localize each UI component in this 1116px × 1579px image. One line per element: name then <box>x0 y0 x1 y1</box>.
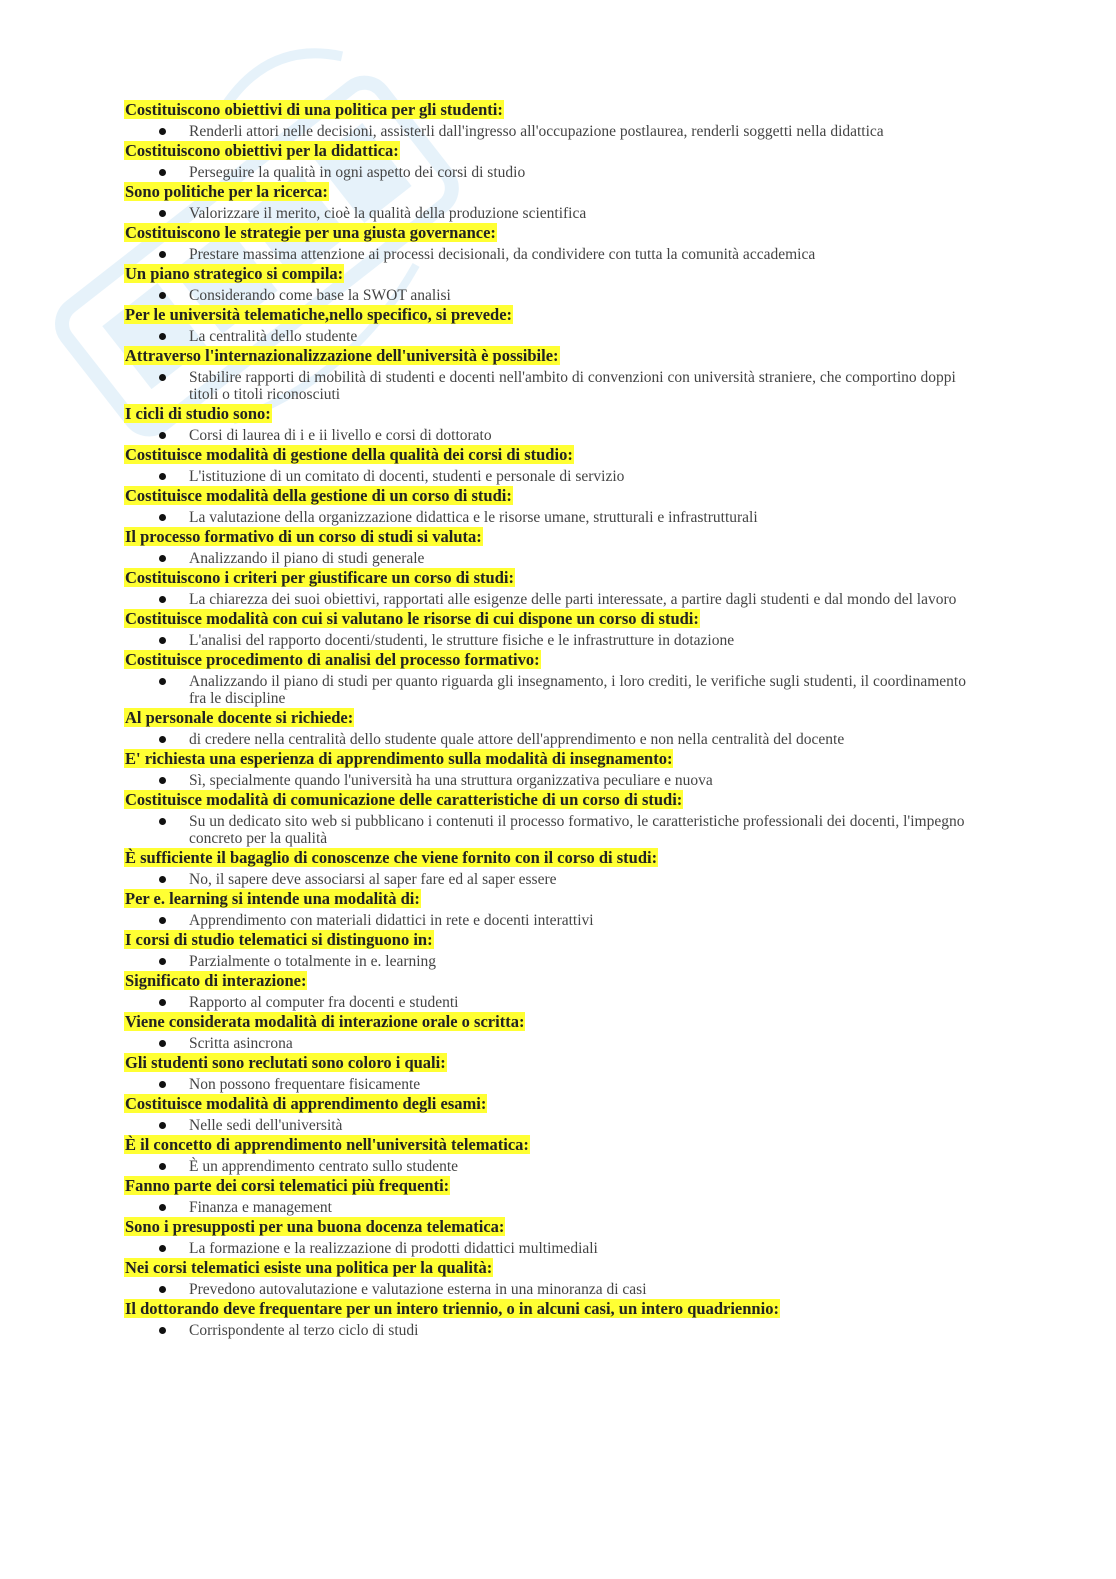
bullet-icon <box>159 958 166 965</box>
answer-item <box>124 246 984 263</box>
answer-text: È un apprendimento centrato sullo studente <box>189 1158 459 1175</box>
bullet-icon <box>159 210 166 217</box>
answer-list <box>124 550 984 567</box>
answer-text: L'istituzione di un comitato di docenti, studenti e personale di servizio <box>189 468 625 485</box>
answer-list <box>124 427 984 444</box>
qa-item <box>124 930 984 970</box>
bullet-icon <box>159 1286 166 1293</box>
bullet-icon <box>159 1245 166 1252</box>
qa-item <box>124 346 984 403</box>
answer-list <box>124 1240 984 1257</box>
bullet-icon <box>159 1081 166 1088</box>
bullet-icon <box>159 514 166 521</box>
qa-item <box>124 609 984 649</box>
question-heading: Costituisce modalità della gestione di un corso di studi: <box>125 486 512 505</box>
answer-item <box>124 1158 984 1175</box>
qa-item <box>124 749 984 789</box>
answer-item <box>124 427 984 444</box>
bullet-icon <box>159 637 166 644</box>
qa-item <box>124 1299 984 1339</box>
question-heading: Costituiscono obiettivi di una politica per gli studenti: <box>125 100 503 119</box>
answer-list <box>124 912 984 929</box>
question-heading: Il dottorando deve frequentare per un intero triennio, o in alcuni casi, un intero quadriennio: <box>125 1299 779 1318</box>
qa-item <box>124 1176 984 1216</box>
answer-list <box>124 1199 984 1216</box>
qa-item <box>124 100 984 140</box>
qa-item <box>124 1217 984 1257</box>
answer-item <box>124 1322 984 1339</box>
qa-item <box>124 790 984 847</box>
answer-text: Rapporto al computer fra docenti e studenti <box>189 994 459 1011</box>
bullet-icon <box>159 818 166 825</box>
answer-text: Perseguire la qualità in ogni aspetto dei corsi di studio <box>189 164 526 181</box>
question-heading: Sono i presupposti per una buona docenza telematica: <box>125 1217 505 1236</box>
question-heading: Attraverso l'internazionalizzazione dell'università è possibile: <box>125 346 559 365</box>
answer-text: di credere nella centralità dello studente quale attore dell'apprendimento e non nella centralità del docente <box>189 731 845 748</box>
question-heading: Un piano strategico si compila: <box>125 264 344 283</box>
answer-list <box>124 591 984 608</box>
question-heading: I cicli di studio sono: <box>125 404 271 423</box>
qa-item <box>124 264 984 304</box>
answer-text: Analizzando il piano di studi generale <box>189 550 425 567</box>
answer-text: Stabilire rapporti di mobilità di studenti e docenti nell'ambito di convenzioni con università straniere, che comportino doppi titoli o titoli riconosciuti <box>189 369 956 403</box>
question-heading: Gli studenti sono reclutati sono coloro i quali: <box>125 1053 446 1072</box>
answer-text: La valutazione della organizzazione didattica e le risorse umane, strutturali e infrastrutturali <box>189 509 758 526</box>
question-heading: Costituiscono le strategie per una giusta governance: <box>125 223 496 242</box>
answer-item <box>124 123 984 140</box>
bullet-icon <box>159 473 166 480</box>
bullet-icon <box>159 1040 166 1047</box>
bullet-icon <box>159 169 166 176</box>
answer-item <box>124 591 984 608</box>
answer-list <box>124 509 984 526</box>
answer-item <box>124 328 984 345</box>
question-heading: Per le università telematiche,nello specifico, si prevede: <box>125 305 513 324</box>
answer-text: No, il sapere deve associarsi al saper fare ed al saper essere <box>189 871 557 888</box>
qa-item <box>124 486 984 526</box>
answer-item <box>124 205 984 222</box>
answer-item <box>124 772 984 789</box>
qa-item <box>124 527 984 567</box>
answer-list <box>124 953 984 970</box>
answer-list <box>124 1322 984 1339</box>
answer-text: Apprendimento con materiali didattici in rete e docenti interattivi <box>189 912 594 929</box>
answer-text: La chiarezza dei suoi obiettivi, rapportati alle esigenze delle parti interessate, a partire dagli studenti e dal mondo del lavoro <box>189 591 957 608</box>
question-heading: I corsi di studio telematici si distinguono in: <box>125 930 433 949</box>
answer-text: Su un dedicato sito web si pubblicano i contenuti il processo formativo, le caratteristiche professionali dei docenti, l'impegno concreto per la qualità <box>189 813 965 847</box>
answer-item <box>124 673 984 707</box>
question-heading: Significato di interazione: <box>125 971 307 990</box>
question-heading: Al personale docente si richiede: <box>125 708 354 727</box>
answer-list <box>124 1076 984 1093</box>
answer-item <box>124 813 984 847</box>
bullet-icon <box>159 1204 166 1211</box>
bullet-icon <box>159 917 166 924</box>
question-heading: È sufficiente il bagaglio di conoscenze che viene fornito con il corso di studi: <box>125 848 658 867</box>
qa-item <box>124 568 984 608</box>
answer-item <box>124 1076 984 1093</box>
answer-item <box>124 994 984 1011</box>
qa-item <box>124 305 984 345</box>
question-heading: Costituisce procedimento di analisi del processo formativo: <box>125 650 540 669</box>
answer-list <box>124 123 984 140</box>
bullet-icon <box>159 292 166 299</box>
answer-item <box>124 1117 984 1134</box>
bullet-icon <box>159 251 166 258</box>
answer-list <box>124 328 984 345</box>
answer-list <box>124 731 984 748</box>
answer-text: Scritta asincrona <box>189 1035 293 1052</box>
answer-list <box>124 369 984 403</box>
answer-list <box>124 1281 984 1298</box>
answer-item <box>124 287 984 304</box>
qa-item <box>124 1053 984 1093</box>
answer-text: Nelle sedi dell'università <box>189 1117 343 1134</box>
qa-item <box>124 708 984 748</box>
bullet-icon <box>159 596 166 603</box>
answer-list <box>124 632 984 649</box>
qa-item <box>124 971 984 1011</box>
qa-item <box>124 445 984 485</box>
question-heading: Per e. learning si intende una modalità di: <box>125 889 420 908</box>
qa-item <box>124 889 984 929</box>
answer-text: Parzialmente o totalmente in e. learning <box>189 953 437 970</box>
qa-item <box>124 404 984 444</box>
answer-item <box>124 953 984 970</box>
answer-list <box>124 994 984 1011</box>
bullet-icon <box>159 678 166 685</box>
answer-text: Sì, specialmente quando l'università ha una struttura organizzativa peculiare e nuova <box>189 772 713 789</box>
answer-item <box>124 550 984 567</box>
qa-item <box>124 223 984 263</box>
answer-text: La formazione e la realizzazione di prodotti didattici multimediali <box>189 1240 598 1257</box>
answer-list <box>124 772 984 789</box>
answer-text: Renderli attori nelle decisioni, assisterli dall'ingresso all'occupazione postlaurea, renderli soggetti nella didattica <box>189 123 884 140</box>
answer-item <box>124 632 984 649</box>
question-heading: E' richiesta una esperienza di apprendimento sulla modalità di insegnamento: <box>125 749 673 768</box>
bullet-icon <box>159 999 166 1006</box>
answer-text: La centralità dello studente <box>189 328 358 345</box>
answer-item <box>124 871 984 888</box>
answer-item <box>124 1035 984 1052</box>
question-heading: Il processo formativo di un corso di studi si valuta: <box>125 527 482 546</box>
answer-text: Prestare massima attenzione ai processi decisionali, da condividere con tutta la comunità accademica <box>189 246 816 263</box>
question-heading: Sono politiche per la ricerca: <box>125 182 328 201</box>
answer-item <box>124 164 984 181</box>
answer-text: Considerando come base la SWOT analisi <box>189 287 451 304</box>
qa-item <box>124 182 984 222</box>
bullet-icon <box>159 374 166 381</box>
question-heading: Costituisce modalità di comunicazione delle caratteristiche di un corso di studi: <box>125 790 683 809</box>
bullet-icon <box>159 1327 166 1334</box>
answer-text: Finanza e management <box>189 1199 332 1216</box>
answer-list <box>124 1035 984 1052</box>
bullet-icon <box>159 1122 166 1129</box>
answer-list <box>124 164 984 181</box>
question-heading: Costituisce modalità di apprendimento degli esami: <box>125 1094 487 1113</box>
answer-item <box>124 1281 984 1298</box>
answer-item <box>124 369 984 403</box>
bullet-icon <box>159 777 166 784</box>
answer-text: Prevedono autovalutazione e valutazione esterna in una minoranza di casi <box>189 1281 647 1298</box>
answer-list <box>124 871 984 888</box>
answer-text: Valorizzare il merito, cioè la qualità della produzione scientifica <box>189 205 587 222</box>
answer-item <box>124 912 984 929</box>
qa-item <box>124 1258 984 1298</box>
question-heading: Fanno parte dei corsi telematici più frequenti: <box>125 1176 450 1195</box>
answer-list <box>124 1158 984 1175</box>
answer-text: Corrispondente al terzo ciclo di studi <box>189 1322 419 1339</box>
answer-text: Non possono frequentare fisicamente <box>189 1076 421 1093</box>
answer-item <box>124 468 984 485</box>
bullet-icon <box>159 876 166 883</box>
document-body <box>124 100 984 1340</box>
bullet-icon <box>159 1163 166 1170</box>
answer-list <box>124 673 984 707</box>
answer-list <box>124 287 984 304</box>
answer-list <box>124 246 984 263</box>
answer-item <box>124 1199 984 1216</box>
question-heading: Nei corsi telematici esiste una politica per la qualità: <box>125 1258 493 1277</box>
qa-item <box>124 1094 984 1134</box>
answer-list <box>124 468 984 485</box>
bullet-icon <box>159 333 166 340</box>
qa-item <box>124 1135 984 1175</box>
answer-item <box>124 1240 984 1257</box>
qa-item <box>124 141 984 181</box>
qa-item <box>124 848 984 888</box>
question-heading: Costituisce modalità con cui si valutano le risorse di cui dispone un corso di studi: <box>125 609 699 628</box>
qa-item <box>124 650 984 707</box>
question-heading: Costituiscono obiettivi per la didattica: <box>125 141 399 160</box>
answer-list <box>124 1117 984 1134</box>
bullet-icon <box>159 555 166 562</box>
question-heading: È il concetto di apprendimento nell'università telematica: <box>125 1135 529 1154</box>
bullet-icon <box>159 128 166 135</box>
question-heading: Costituisce modalità di gestione della qualità dei corsi di studio: <box>125 445 573 464</box>
question-heading: Costituiscono i criteri per giustificare un corso di studi: <box>125 568 514 587</box>
answer-text: L'analisi del rapporto docenti/studenti, le strutture fisiche e le infrastrutture in dotazione <box>189 632 735 649</box>
bullet-icon <box>159 432 166 439</box>
answer-list <box>124 813 984 847</box>
question-heading: Viene considerata modalità di interazione orale o scritta: <box>125 1012 525 1031</box>
answer-item <box>124 731 984 748</box>
answer-text: Corsi di laurea di i e ii livello e corsi di dottorato <box>189 427 492 444</box>
answer-list <box>124 205 984 222</box>
bullet-icon <box>159 736 166 743</box>
answer-text: Analizzando il piano di studi per quanto riguarda gli insegnamento, i loro crediti, le verifiche sugli studenti, il coordinamento fra le discipline <box>189 673 966 707</box>
answer-item <box>124 509 984 526</box>
qa-item <box>124 1012 984 1052</box>
